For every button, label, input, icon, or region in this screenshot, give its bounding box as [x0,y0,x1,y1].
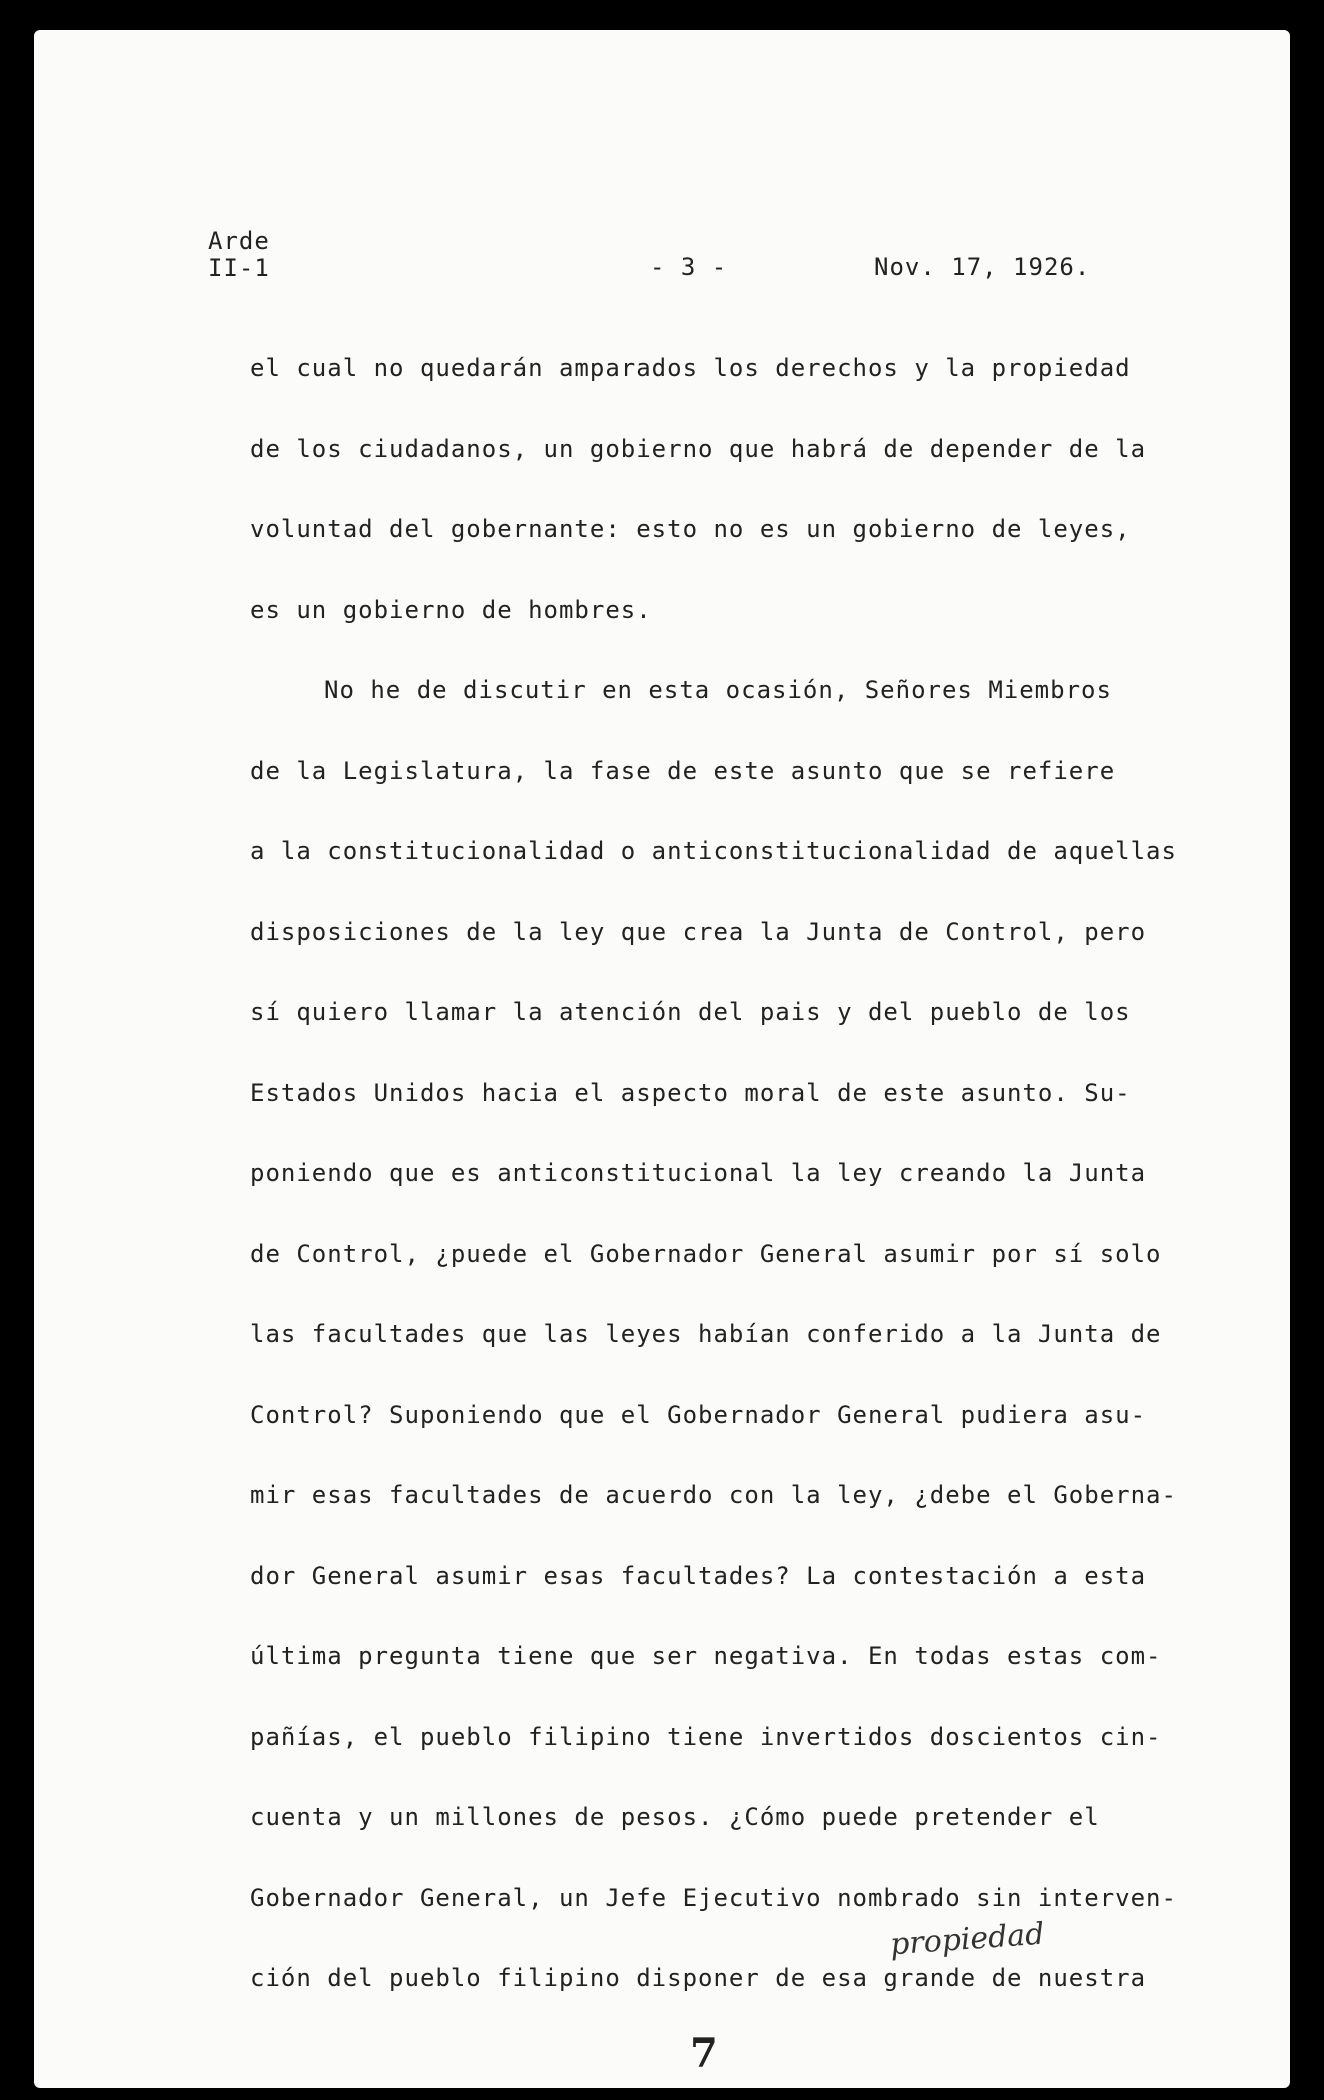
body-text [250,348,1177,2039]
reference-line-2: II-1 [208,254,270,282]
body-line: a la constitucionalidad o anticonstitucionalidad de aquellas [250,837,1177,865]
document-date: Nov. 17, 1926. [874,253,1091,281]
reference-code [208,228,270,282]
body-line: ción del pueblo filipino disponer de esa grande de nuestra [250,1964,1147,1992]
paragraph-start-line: No he de discutir en esta ocasión, Señores Miembros [324,676,1112,704]
body-line: última pregunta tiene que ser negativa. En todas estas com- [250,1642,1162,1670]
body-line: Estados Unidos hacia el aspecto moral de este asunto. Su- [250,1078,1131,1107]
body-line: voluntad del gobernante: esto no es un gobierno de leyes, [250,515,1131,543]
body-line: pañías, el pueblo filipino tiene invertidos doscientos cin- [250,1722,1162,1751]
body-line: dor General asumir esas facultades? La contestación a esta [250,1561,1147,1590]
reference-line-1: Arde [208,227,270,255]
body-line: cuenta y un millones de pesos. ¿Cómo puede pretender el [250,1803,1100,1831]
body-line: poniendo que es anticonstitucional la ley creando la Junta [250,1159,1147,1187]
body-line: es un gobierno de hombres. [250,595,652,624]
body-line: de los ciudadanos, un gobierno que habrá de depender de la [250,434,1147,463]
body-line: de Control, ¿puede el Gobernador General asumir por sí solo [250,1239,1162,1268]
handwritten-insertion: propiedad [888,1916,1046,1963]
body-line: de la Legislatura, la fase de este asunto que se refiere [250,756,1116,785]
body-line: las facultades que las leyes habían conferido a la Junta de [250,1320,1162,1348]
body-line: Control? Suponiendo que el Gobernador General pudiera asu- [250,1400,1147,1429]
body-line: Gobernador General, un Jefe Ejecutivo nombrado sin interven- [250,1883,1177,1912]
body-line: disposiciones de la ley que crea la Junta de Control, pero [250,917,1147,946]
page-number: - 3 - [650,253,728,281]
body-line: sí quiero llamar la atención del pais y del pueblo de los [250,998,1131,1026]
handwritten-page-mark: 7 [690,2030,718,2077]
body-line: el cual no quedarán amparados los derechos y la propiedad [250,354,1131,382]
body-line: mir esas facultades de acuerdo con la ley, ¿debe el Goberna- [250,1481,1177,1509]
